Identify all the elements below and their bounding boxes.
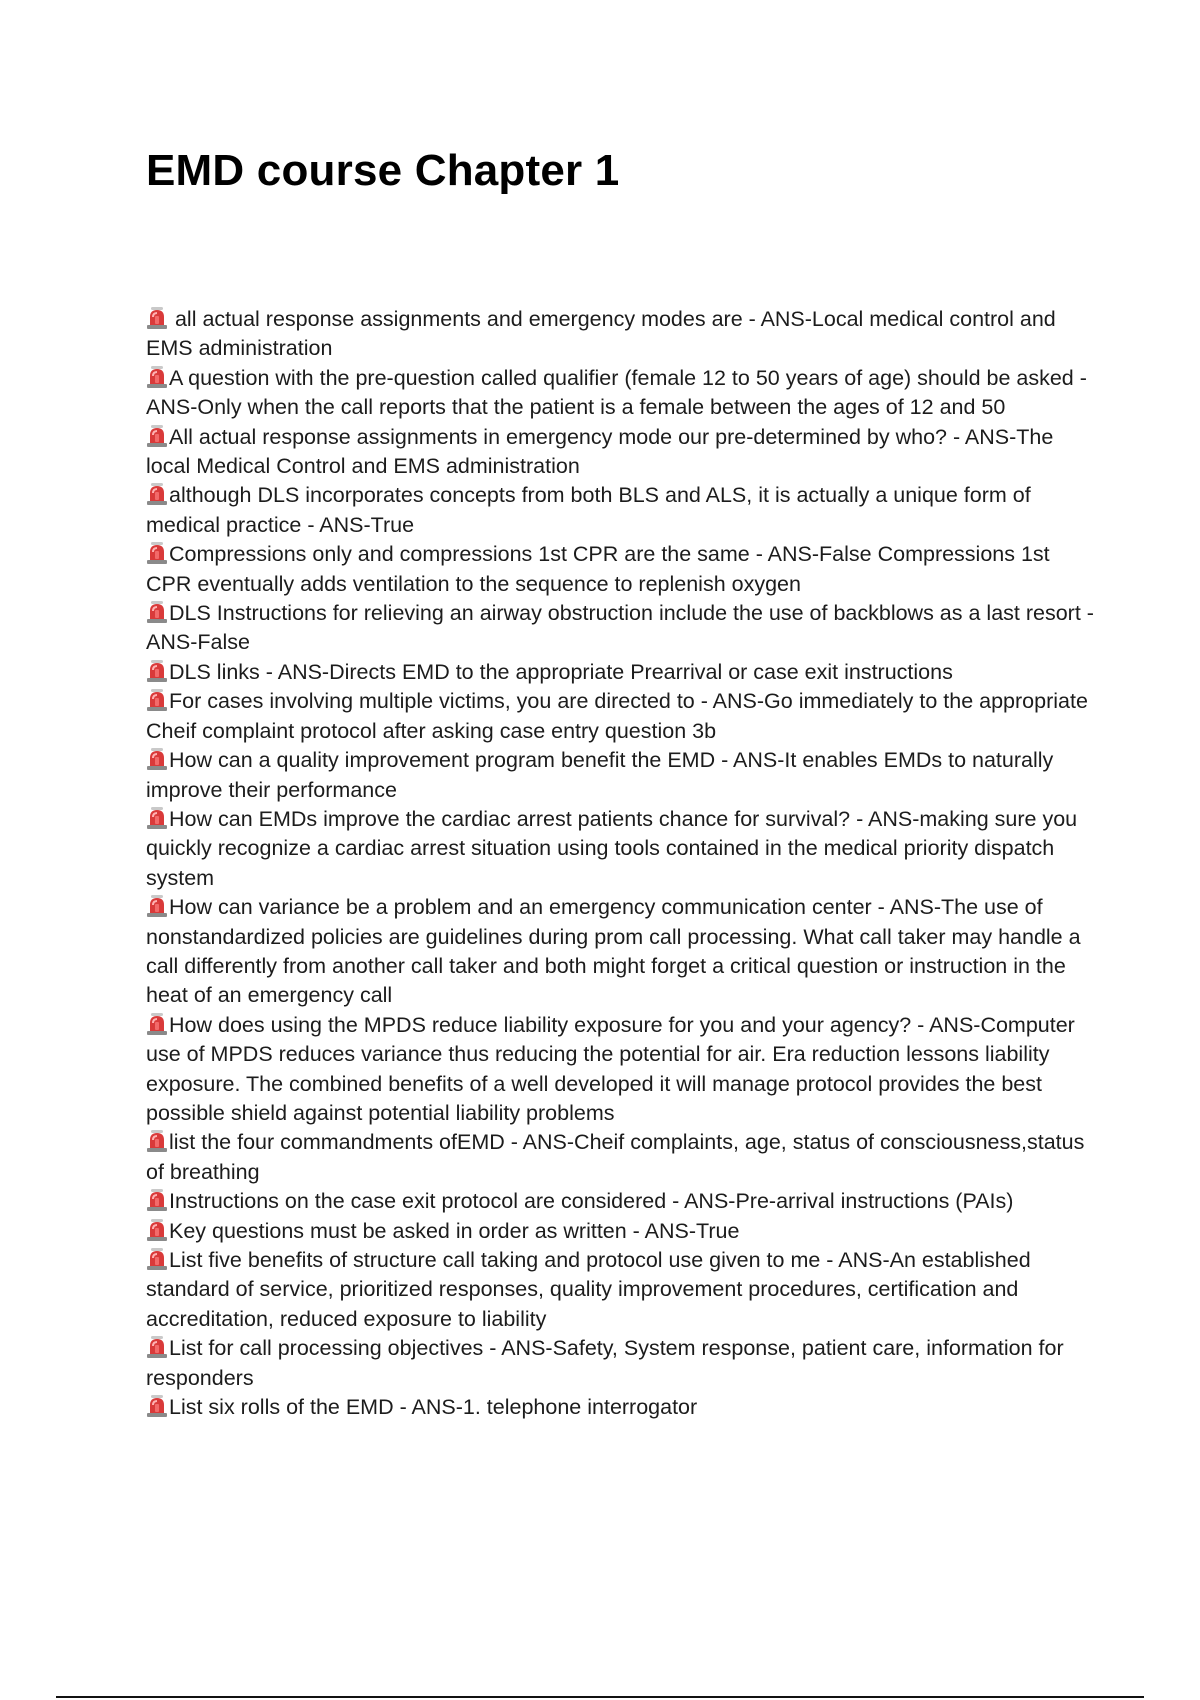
rotating-light-icon [146,424,168,448]
qa-text: Compressions only and compressions 1st CPR are the same - ANS-False Compressions 1st CPR eventually adds ventilation to the sequence to replenish oxygen [146,542,1050,596]
rotating-light-icon [146,894,168,918]
qa-item [146,893,1096,1011]
qa-text: although DLS incorporates concepts from both BLS and ALS, it is actually a unique form of medical practice - ANS-True [146,483,1031,537]
qa-text: How does using the MPDS reduce liability exposure for you and your agency? - ANS-Computer use of MPDS reduces variance thus reducing the potential for air. Era reduction lessons liability exposure. The combined benefits of a well developed it will manage protocol provides the best possible shield against potential liability problems [146,1012,1075,1125]
rotating-light-icon [146,688,168,712]
qa-text: How can a quality improvement program benefit the EMD - ANS-It enables EMDs to naturally improve their performance [146,748,1054,802]
qa-text: List for call processing objectives - ANS-Safety, System response, patient care, information for responders [146,1336,1064,1390]
qa-item [146,1393,1096,1422]
qa-item [146,599,1096,658]
rotating-light-icon [146,482,168,506]
page-title: EMD course Chapter 1 [146,146,620,195]
rotating-light-icon [146,600,168,624]
rotating-light-icon [146,747,168,771]
qa-text: Instructions on the case exit protocol are considered - ANS-Pre-arrival instructions (PAIs) [169,1189,1014,1214]
rotating-light-icon [146,1012,168,1036]
qa-text: DLS Instructions for relieving an airway obstruction include the use of backblows as a last resort - ANS-False [146,601,1094,655]
qa-item [146,540,1096,599]
qa-item [146,658,1096,687]
qa-text: Key questions must be asked in order as written - ANS-True [169,1218,740,1243]
qa-text: all actual response assignments and emergency modes are - ANS-Local medical control and EMS administration [146,307,1056,361]
qa-list [146,305,1096,1422]
rotating-light-icon [146,659,168,683]
qa-item [146,1246,1096,1334]
qa-text: List six rolls of the EMD - ANS-1. telephone interrogator [169,1395,698,1420]
rotating-light-icon [146,306,168,330]
qa-item [146,746,1096,805]
qa-text: list the four commandments ofEMD - ANS-Cheif complaints, age, status of consciousness,status of breathing [146,1130,1085,1184]
rotating-light-icon [146,806,168,830]
qa-item [146,805,1096,893]
rotating-light-icon [146,1129,168,1153]
rotating-light-icon [146,1335,168,1359]
qa-text: All actual response assignments in emergency mode our pre-determined by who? - ANS-The local Medical Control and EMS administration [146,424,1054,479]
qa-text: How can variance be a problem and an emergency communication center - ANS-The use of nonstandardized policies are guidelines during prom call processing. What call taker may handle a call differently from another call taker and both might forget a critical question or instruction in the heat of an emergency call [146,895,1081,1008]
rotating-light-icon [146,365,168,389]
qa-text: For cases involving multiple victims, you are directed to - ANS-Go immediately to the appropriate Cheif complaint protocol after asking case entry question 3b [146,689,1088,743]
qa-item [146,305,1096,364]
qa-item [146,364,1096,423]
qa-item [146,423,1096,482]
rotating-light-icon [146,1394,168,1418]
qa-text: DLS links - ANS-Directs EMD to the appropriate Prearrival or case exit instructions [169,659,953,684]
qa-item [146,1011,1096,1129]
qa-item [146,687,1096,746]
qa-item [146,481,1096,540]
qa-text: List five benefits of structure call taking and protocol use given to me - ANS-An established standard of service, prioritized responses, quality improvement procedures, certification and accreditation, reduced exposure to liability [146,1248,1031,1331]
qa-item [146,1334,1096,1393]
rotating-light-icon [146,1188,168,1212]
qa-item [146,1187,1096,1216]
qa-text: How can EMDs improve the cardiac arrest patients chance for survival? - ANS-making sure you quickly recognize a cardiac arrest situation using tools contained in the medical priority dispatch system [146,806,1078,890]
qa-item [146,1128,1096,1187]
qa-text: A question with the pre-question called qualifier (female 12 to 50 years of age) should be asked - ANS-Only when the call reports that the patient is a female between the ages of 12 and 50 [146,365,1087,420]
qa-item [146,1217,1096,1246]
rotating-light-icon [146,1218,168,1242]
rotating-light-icon [146,541,168,565]
page-divider [56,1696,1144,1698]
rotating-light-icon [146,1247,168,1271]
